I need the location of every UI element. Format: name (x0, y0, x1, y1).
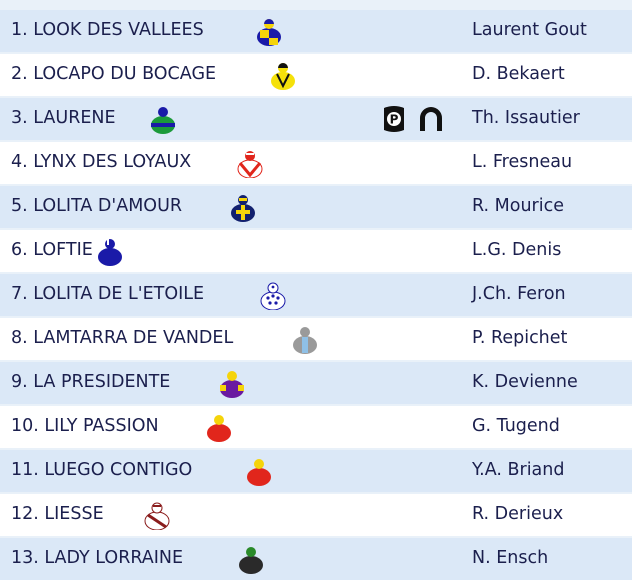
jockey-name[interactable]: Y.A. Briand (472, 460, 565, 480)
svg-text:P: P (389, 112, 399, 127)
jockey-silk-icon (236, 544, 266, 574)
horse-name[interactable]: 6. LOFTIE (11, 240, 93, 260)
table-row[interactable] (0, 10, 632, 52)
horse-name[interactable]: 10. LILY PASSION (11, 416, 159, 436)
jockey-name[interactable]: G. Tugend (472, 416, 560, 436)
horse-name[interactable]: 4. LYNX DES LOYAUX (11, 152, 192, 172)
horse-name[interactable]: 12. LIESSE (11, 504, 104, 524)
jockey-name[interactable]: R. Derieux (472, 504, 564, 524)
jockey-silk-icon (290, 324, 320, 354)
jockey-name[interactable]: D. Bekaert (472, 64, 565, 84)
horseshoe-icon (420, 107, 442, 131)
jockey-name[interactable]: J.Ch. Feron (472, 284, 566, 304)
jockey-silk-icon (217, 368, 247, 398)
horse-name[interactable]: 1. LOOK DES VALLEES (11, 20, 204, 40)
horse-name[interactable]: 3. LAURENE (11, 108, 116, 128)
horse-name[interactable]: 8. LAMTARRA DE VANDEL (11, 328, 234, 348)
jockey-silk-icon (148, 104, 178, 134)
jockey-name[interactable]: L. Fresneau (472, 152, 573, 172)
jockey-name[interactable]: N. Ensch (472, 548, 549, 568)
jockey-name[interactable]: K. Devienne (472, 372, 578, 392)
horse-name[interactable]: 7. LOLITA DE L'ETOILE (11, 284, 205, 304)
jockey-silk-icon (235, 148, 265, 178)
table-row[interactable] (0, 230, 632, 272)
jockey-name[interactable]: P. Repichet (472, 328, 568, 348)
jockey-silk-icon (268, 60, 298, 90)
table-row[interactable] (0, 318, 632, 360)
table-row[interactable] (0, 450, 632, 492)
horse-name[interactable]: 5. LOLITA D'AMOUR (11, 196, 183, 216)
horse-name[interactable]: 13. LADY LORRAINE (11, 548, 184, 568)
jockey-name[interactable]: Th. Issautier (472, 108, 580, 128)
jockey-silk-icon (258, 280, 288, 310)
table-row[interactable] (0, 142, 632, 184)
jockey-silk-icon (244, 456, 274, 486)
table-row[interactable] (0, 538, 632, 580)
table-row[interactable] (0, 494, 632, 536)
jockey-name[interactable]: L.G. Denis (472, 240, 562, 260)
jockey-silk-icon (204, 412, 234, 442)
table-row[interactable] (0, 186, 632, 228)
jockey-silk-icon (142, 500, 172, 530)
table-row[interactable] (0, 362, 632, 404)
horse-name[interactable]: 9. LA PRESIDENTE (11, 372, 171, 392)
table-row[interactable] (0, 54, 632, 96)
jockey-silk-icon (254, 16, 284, 46)
blinkers-P-icon (384, 106, 404, 132)
jockey-silk-icon (228, 192, 258, 222)
jockey-name[interactable]: Laurent Gout (472, 20, 587, 40)
jockey-silk-icon (95, 236, 125, 266)
equipment-icons (380, 104, 450, 134)
table-top-strip (0, 0, 632, 10)
table-row[interactable] (0, 406, 632, 448)
jockey-name[interactable]: R. Mourice (472, 196, 565, 216)
horse-name[interactable]: 11. LUEGO CONTIGO (11, 460, 193, 480)
horse-name[interactable]: 2. LOCAPO DU BOCAGE (11, 64, 217, 84)
table-row[interactable] (0, 98, 632, 140)
table-row[interactable] (0, 274, 632, 316)
